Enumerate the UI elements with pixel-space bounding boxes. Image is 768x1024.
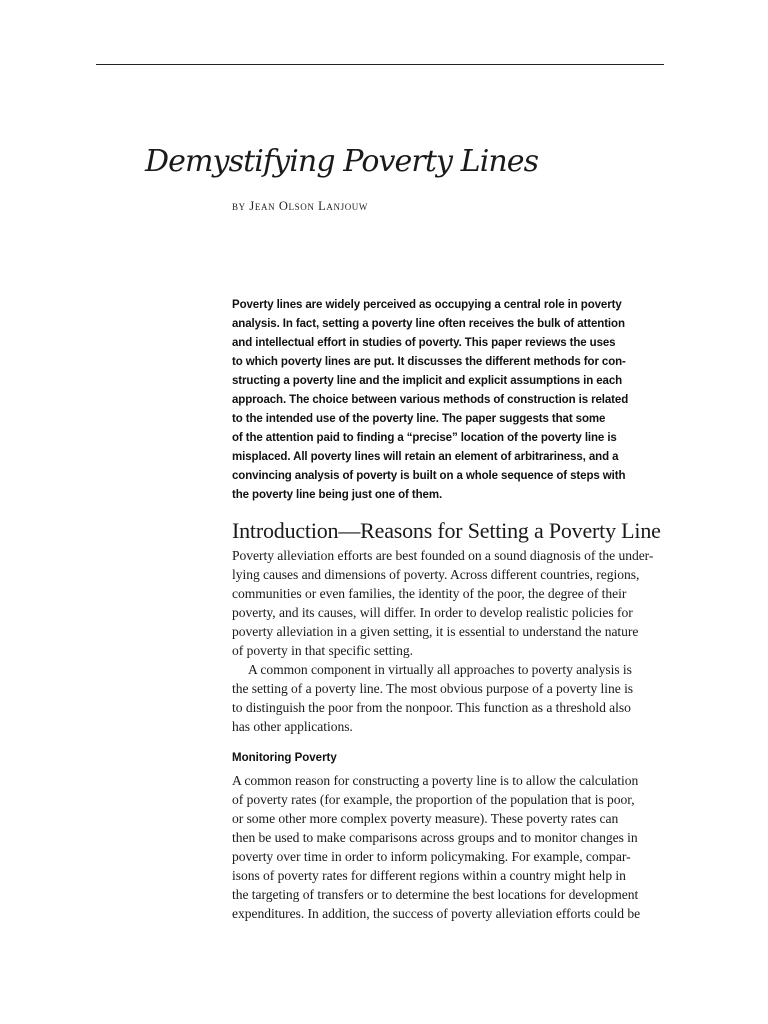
body-line: of poverty rates (for example, the proportion of the population that is poor, [232,792,635,807]
body-line: then be used to make comparisons across groups and to monitor changes in [232,830,638,845]
abstract-line: approach. The choice between various methods of construction is related [232,394,629,406]
body-line: expenditures. In addition, the success of poverty alleviation efforts could be [232,906,641,921]
body-line: A common reason for constructing a poverty line is to allow the calculation [232,773,639,788]
abstract-line: to which poverty lines are put. It discusses the different methods for con- [232,356,626,368]
paper-title: Demystifying Poverty Lines [145,144,539,179]
body-line: communities or even families, the identity of the poor, the degree of their [232,586,627,601]
body-line: isons of poverty rates for different regions within a country might help in [232,868,626,883]
body-line: lying causes and dimensions of poverty. Across different countries, regions, [232,567,640,582]
monitoring-body [232,771,664,923]
abstract-line: Poverty lines are widely perceived as occupying a central role in poverty [232,299,622,311]
body-line: has other applications. [232,719,353,734]
body-line: poverty over time in order to inform policymaking. For example, compar- [232,849,631,864]
author-byline: by Jean Olson Lanjouw [232,199,368,213]
abstract [232,296,664,505]
body-line: of poverty in that specific setting. [232,643,413,658]
abstract-line: to the intended use of the poverty line. The paper suggests that some [232,413,606,425]
body-line: Poverty alleviation efforts are best founded on a sound diagnosis of the under- [232,548,654,563]
introduction-body [232,546,664,736]
body-line: the setting of a poverty line. The most obvious purpose of a poverty line is [232,681,634,696]
body-line: or some other more complex poverty measure). These poverty rates can [232,811,619,826]
abstract-line: and intellectual effort in studies of poverty. This paper reviews the uses [232,337,616,349]
body-line: to distinguish the poor from the nonpoor. This function as a threshold also [232,700,631,715]
body-line: poverty alleviation in a given setting, it is essential to understand the nature [232,624,639,639]
section-heading-introduction: Introduction—Reasons for Setting a Poverty Line [232,518,661,543]
body-line: the targeting of transfers or to determine the best locations for development [232,887,639,902]
body-line: poverty, and its causes, will differ. In order to develop realistic policies for [232,605,633,620]
header-rule [96,64,664,65]
abstract-line: convincing analysis of poverty is built on a whole sequence of steps with [232,470,626,482]
subheading-monitoring-poverty: Monitoring Poverty [232,752,337,764]
abstract-line: the poverty line being just one of them. [232,489,443,501]
abstract-line: analysis. In fact, setting a poverty line often receives the bulk of attention [232,318,625,330]
abstract-line: of the attention paid to finding a “precise” location of the poverty line is [232,432,617,444]
body-line: A common component in virtually all approaches to poverty analysis is [248,662,632,677]
abstract-line: misplaced. All poverty lines will retain an element of arbitrariness, and a [232,451,619,463]
abstract-line: structing a poverty line and the implicit and explicit assumptions in each [232,375,623,387]
